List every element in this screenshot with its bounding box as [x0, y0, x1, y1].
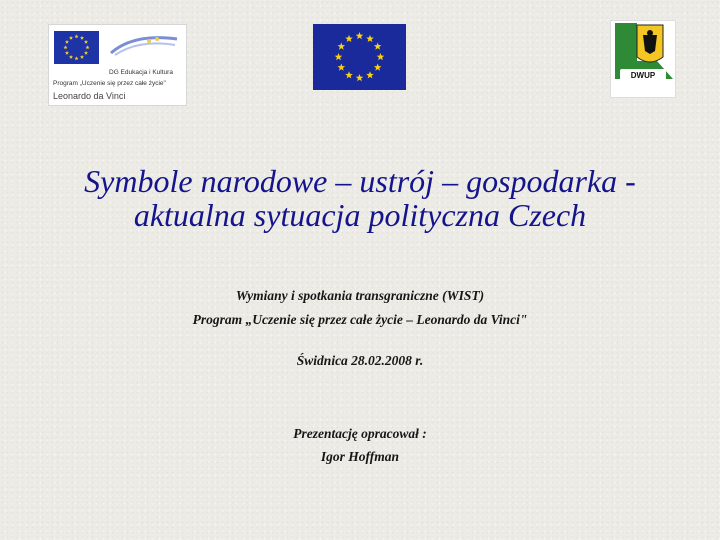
author-label: Prezentację opracował :: [293, 426, 427, 441]
place-date: Świdnica 28.02.2008 r.: [296, 353, 424, 368]
eu-flag: [313, 24, 406, 90]
program-dg-label: DG Edukacja i Kultura: [109, 69, 173, 76]
eu-star-icon: [80, 55, 84, 59]
eu-flag-small-icon: [54, 31, 99, 64]
eu-star-icon: [65, 40, 69, 44]
author-name: Igor Hoffman: [320, 449, 400, 464]
dwup-emblem-icon: [611, 21, 675, 97]
eu-star-icon: [69, 55, 73, 59]
title-line-1: Symbole narodowe – ustrój – gospodarka -: [84, 163, 636, 199]
eu-star-icon: [84, 40, 88, 44]
eu-star-icon: [65, 51, 69, 55]
eu-star-icon: [74, 56, 78, 60]
subtitle-block: [0, 284, 720, 332]
eu-star-icon: [74, 34, 78, 38]
leonardo-label: Leonardo da Vinci: [53, 91, 126, 101]
eu-flag-icon: [313, 24, 406, 90]
subtitle-line-2: Program „Uczenie się przez całe życie – Leonardo da Vinci": [192, 312, 528, 327]
leonardo-da-vinci-logo: [48, 24, 187, 106]
author-block: [0, 422, 720, 468]
eu-star-icon: [80, 36, 84, 40]
dwup-logo: [610, 20, 676, 98]
subtitle-line-1: Wymiany i spotkania transgraniczne (WIST): [235, 288, 485, 303]
eu-star-icon: [69, 36, 73, 40]
dwup-label: DWUP: [630, 71, 656, 80]
title-line-2: aktualna sytuacja polityczna Czech: [133, 197, 587, 233]
eu-star-icon: [85, 45, 89, 49]
slide-title: [0, 164, 720, 232]
eu-star-icon: [63, 45, 67, 49]
program-swoosh-icon: [109, 31, 179, 59]
program-name-label: Program „Uczenie się przez całe życie": [53, 80, 166, 87]
eu-star-icon: [84, 51, 88, 55]
